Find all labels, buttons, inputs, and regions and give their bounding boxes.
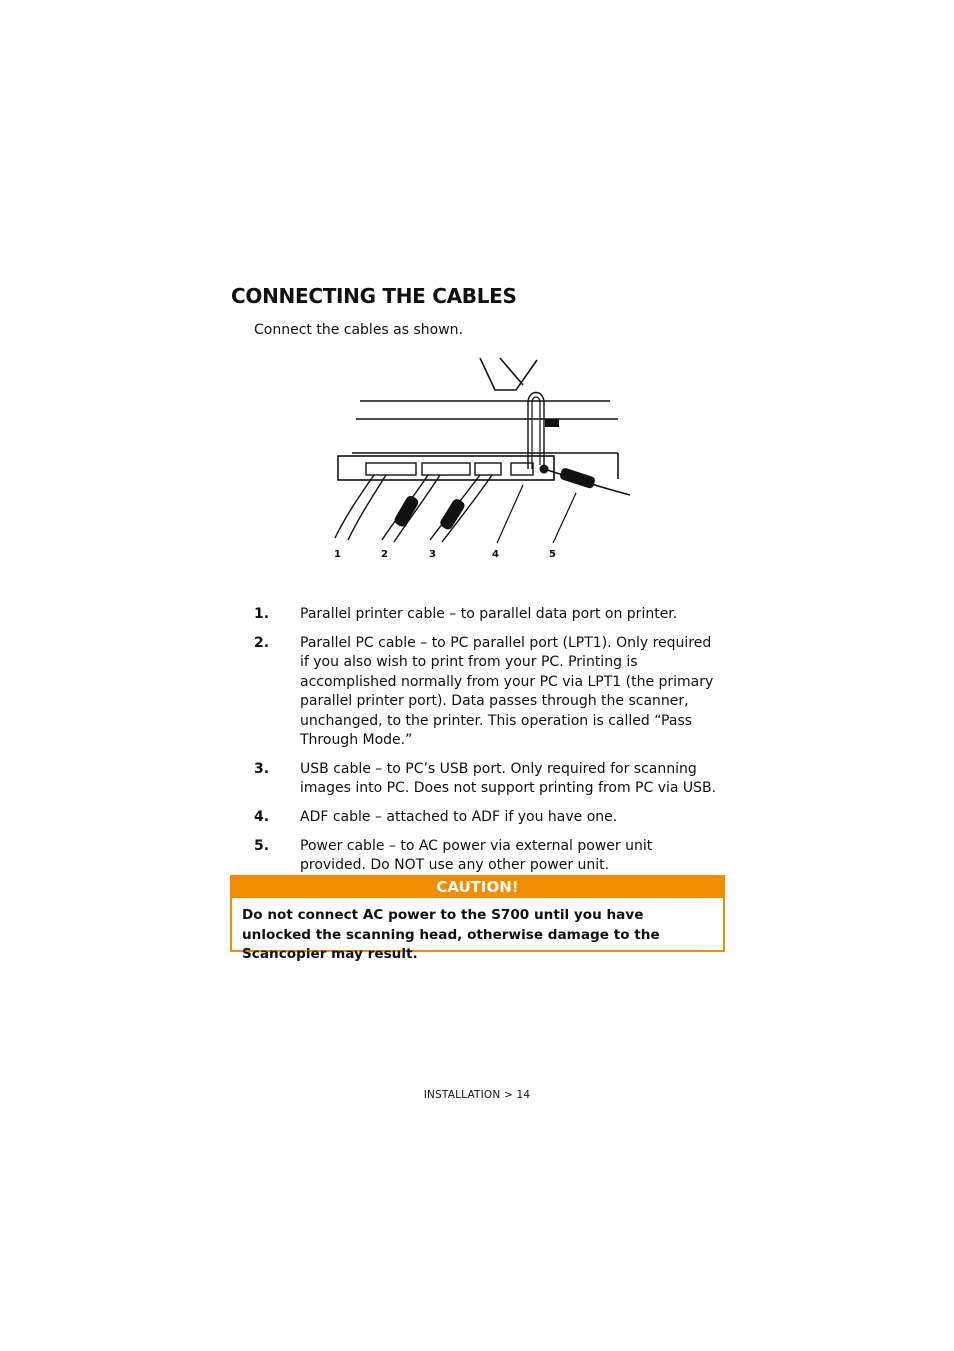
step-item <box>254 634 724 750</box>
step-text: USB cable – to PC’s USB port. Only required for scanning images into PC. Does not support printing from PC via USB. <box>300 760 717 797</box>
callout-1: 1 <box>334 549 341 560</box>
caution-title: CAUTION! <box>232 877 723 898</box>
cable-diagram-svg <box>330 355 635 565</box>
step-number: 5. <box>254 838 270 855</box>
step-number: 4. <box>254 809 270 826</box>
adf-hinge-shape <box>480 358 537 390</box>
adf-port <box>511 463 533 475</box>
step-item <box>254 760 724 799</box>
step-text: Power cable – to AC power via external power unit provided. Do NOT use any other power unit. <box>300 838 653 874</box>
step-item <box>254 837 724 876</box>
step-text: Parallel printer cable – to parallel data port on printer. <box>300 606 678 622</box>
callout-2: 2 <box>381 549 388 560</box>
scanner-indicator <box>545 419 559 427</box>
steps-list <box>254 605 724 885</box>
step-text: Parallel PC cable – to PC parallel port (LPT1). Only required if you also wish to print from your PC. Printing is accomplished normally from your PC via LPT1 (the primary parallel printer port). Data passes through the scanner, unchanged, to the printer. This operation is called “Pass Through Mode.” <box>300 634 714 748</box>
step-text: ADF cable – attached to ADF if you have one. <box>300 809 618 826</box>
page-footer: INSTALLATION > 14 <box>423 1089 531 1101</box>
step-number: 3. <box>254 760 270 777</box>
leader-line-5 <box>553 493 576 543</box>
step-item <box>254 808 724 827</box>
page-title: CONNECTING THE CABLES <box>231 284 517 308</box>
callout-4: 4 <box>492 549 499 560</box>
cable-3-ferrite <box>438 497 466 531</box>
parallel-printer-port <box>366 463 416 475</box>
step-number: 1. <box>254 606 270 622</box>
callout-3: 3 <box>429 549 436 560</box>
power-cable-ferrite <box>559 467 596 489</box>
caution-text: Do not connect AC power to the S700 until you have unlocked the scanning head, otherwise damage to the Scancopier may result. <box>242 907 660 962</box>
callout-5: 5 <box>549 549 556 560</box>
step-item <box>254 605 724 624</box>
step-number: 2. <box>254 634 270 651</box>
cable-connection-diagram <box>330 355 635 565</box>
leader-line-4 <box>497 485 523 543</box>
adf-cable-outer <box>528 393 544 470</box>
adf-hinge-edge <box>500 358 523 385</box>
caution-box <box>230 875 725 962</box>
adf-cable-inner <box>532 397 540 469</box>
parallel-pc-port <box>422 463 470 475</box>
usb-port <box>475 463 501 475</box>
intro-text: Connect the cables as shown. <box>254 322 464 338</box>
